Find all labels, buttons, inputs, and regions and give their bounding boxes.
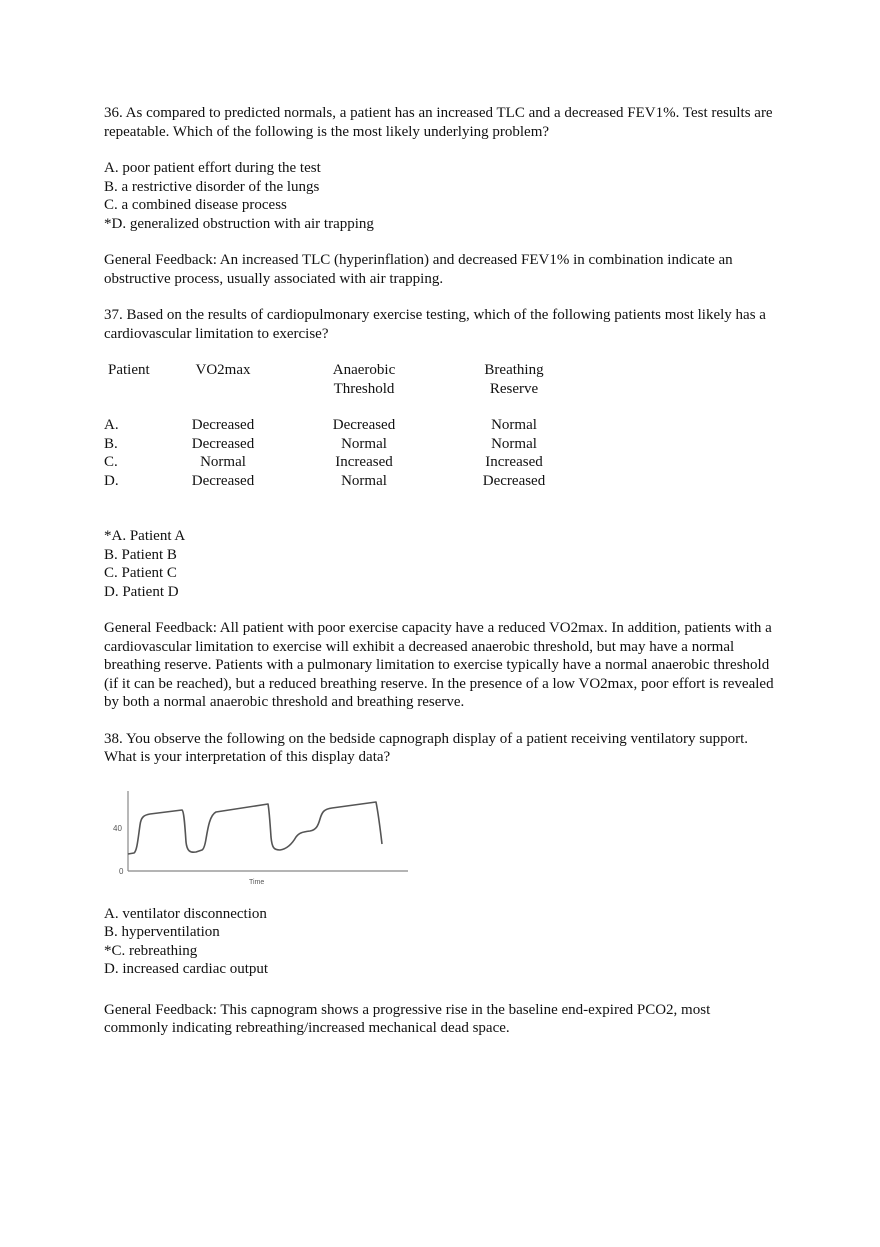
row-a-patient: A. [104,417,119,433]
header-anaerobic-threshold [258,361,470,398]
q37-option-c: C. Patient C [104,565,177,581]
question-36-stem: 36. As compared to predicted normals, a patient has an increased TLC and a decreased FEV1%. Test results are repeatable. Which of the following is the most likely underlying problem? [104,105,773,140]
header-at-line2: Threshold [333,380,395,397]
q36-option-c: C. a combined disease process [104,197,287,213]
q36-option-b: B. a restrictive disorder of the lungs [104,178,320,195]
capnogram-x-label: Time [249,878,265,886]
header-at-line1: Anaerobic [332,362,396,378]
q38-option-c: *C. rebreathing [104,942,198,959]
q36-option-a: A. poor patient effort during the test [104,160,321,176]
exam-page [104,104,776,1038]
q37-option-a: *A. Patient A [104,528,186,544]
q38-option-b: B. hyperventilation [104,924,220,940]
capnogram-y-tick-40: 40 [113,823,122,833]
row-d-at: Normal [341,472,387,489]
row-b-patient: B. [104,435,118,452]
q38-option-a: A. ventilator disconnection [104,905,267,922]
row-d-patient: D. [104,472,119,489]
q37-option-b: B. Patient B [104,546,177,563]
header-breathing-reserve [470,361,558,398]
row-a-vo2: Decreased [191,417,255,433]
q37-feedback: General Feedback: All patient with poor exercise capacity have a reduced VO2max. In addition, patients with a cardiovascular limitation to exercise will exhibit a decreased anaerobic threshold, but may have a normal breathing reserve. Patients with a pulmonary limitation to exercise typically have a normal anaerobic threshold (if it can be reached), but a reduced breathing reserve. In the presence of a low VO2max, poor effort is revealed by both a normal anaerobic threshold and breathing reserve. [104,620,774,710]
header-vo2max: VO2max [195,362,251,378]
q36-option-d: *D. generalized obstruction with air trapping [104,215,374,232]
table-row [104,472,558,491]
header-br-line1: Breathing [484,362,544,378]
capnogram-waveform [128,802,382,854]
q38-feedback: General Feedback: This capnogram shows a progressive rise in the baseline end-expired PCO2, most commonly indicating rebreathing/increased mechanical dead space. [104,1001,711,1036]
header-br-line2: Reserve [489,380,539,397]
row-b-br: Normal [491,435,537,452]
row-a-at: Decreased [332,417,396,433]
row-c-patient: C. [104,454,118,470]
q38-option-d: D. increased cardiac output [104,961,269,977]
table-row [104,453,558,472]
header-patient: Patient [108,362,150,378]
row-d-vo2: Decreased [191,472,255,489]
table-header-row [104,361,558,398]
question-37-stem: 37. Based on the results of cardiopulmonary exercise testing, which of the following patients most likely has a cardiovascular limitation to exercise? [104,307,766,342]
q37-option-d: D. Patient D [104,583,179,600]
row-c-at: Increased [335,454,393,470]
cpet-results-table [104,361,558,490]
row-b-vo2: Decreased [191,435,255,452]
row-c-br: Increased [485,454,543,470]
row-b-at: Normal [341,435,387,452]
table-row [104,416,558,435]
capnogram-figure [104,787,414,887]
row-a-br: Normal [491,417,537,433]
table-row [104,435,558,454]
row-d-br: Decreased [482,472,546,489]
question-38-stem: 38. You observe the following on the bedside capnograph display of a patient receiving ventilatory support. What is your interpretation of this display data? [104,730,749,765]
capnogram-y-tick-0: 0 [119,866,124,876]
q36-feedback: General Feedback: An increased TLC (hyperinflation) and decreased FEV1% in combination indicate an obstructive process, usually associated with air trapping. [104,252,733,287]
row-c-vo2: Normal [200,454,246,470]
